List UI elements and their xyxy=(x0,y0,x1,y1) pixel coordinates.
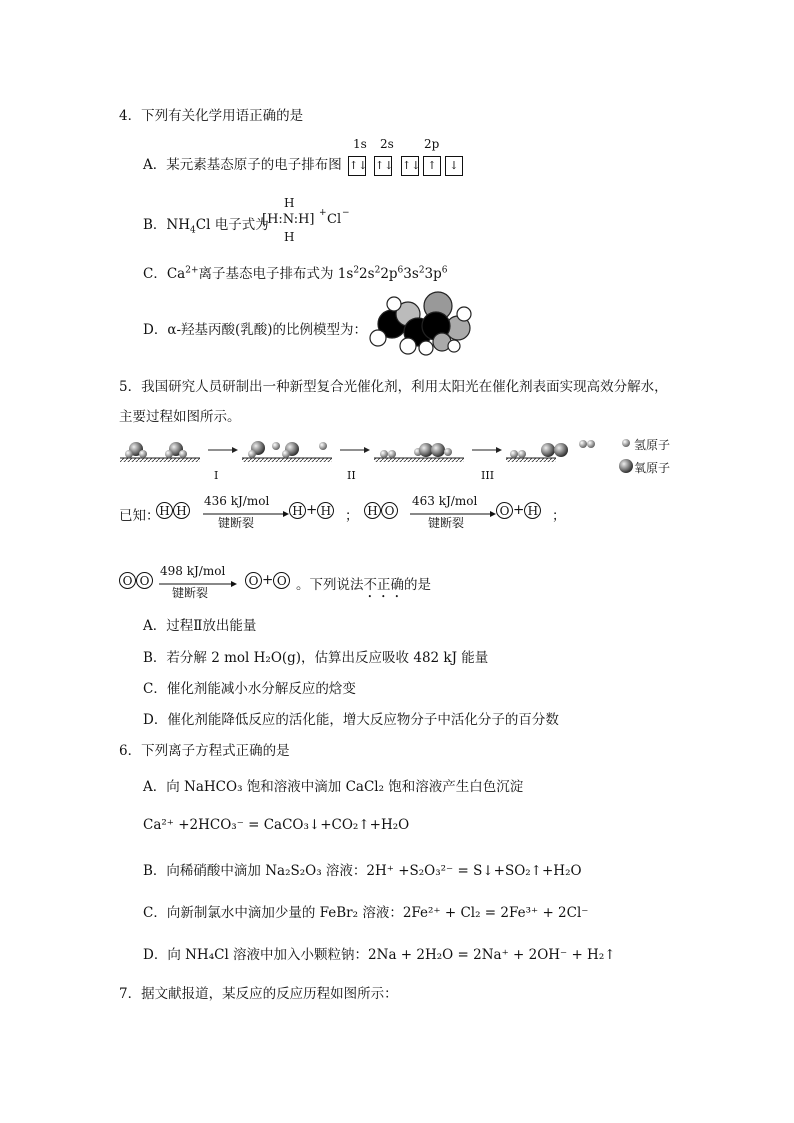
plus-sign: + xyxy=(513,502,525,518)
orbital-label-2s: 2s xyxy=(380,137,394,151)
q6-option-a-equation: Ca²⁺ +2HCO₃⁻ = CaCO₃↓+CO₂↑+H₂O xyxy=(143,817,410,833)
tail-text: 。下列说法 xyxy=(296,577,364,593)
c-sup-1: 2 xyxy=(353,265,360,276)
orbital-box-2s: ↑↓ xyxy=(374,156,392,176)
c-sup: 2+ xyxy=(185,265,199,276)
orbital-label-2p: 2p xyxy=(424,137,440,151)
reaction-oo xyxy=(119,572,153,589)
atom-h: H xyxy=(289,502,306,519)
step-label-3: III xyxy=(481,469,495,482)
c-label: C．Ca xyxy=(143,266,186,282)
known-label: 已知： xyxy=(119,508,160,524)
q6-option-d: D．向 NH₄Cl 溶液中加入小颗粒钠：2Na + 2H₂O = 2Na⁺ + 2OH⁻ + H₂↑ xyxy=(143,947,616,963)
c-2p: 2p xyxy=(380,266,398,282)
b-sub: 4 xyxy=(190,225,196,236)
orbital-box-2p-3: ↓ xyxy=(445,156,463,176)
energy-hh: 436 kJ/mol xyxy=(204,494,270,508)
products-hh xyxy=(289,502,334,519)
c-sup-3: 6 xyxy=(397,265,404,276)
c-sup-2: 2 xyxy=(374,265,381,276)
semicolon-1: ； xyxy=(345,508,359,524)
lactic-acid-model xyxy=(366,290,476,356)
q6-option-c: C．向新制氯水中滴加少量的 FeBr₂ 溶液：2Fe²⁺ + Cl₂ = 2Fe³⁺ + 2Cl⁻ xyxy=(143,905,589,921)
atom-h: H xyxy=(173,502,190,519)
q4-stem: 4．下列有关化学用语正确的是 xyxy=(119,108,304,124)
c-sup-4: 2 xyxy=(418,265,425,276)
legend-hydrogen: 氢原子 xyxy=(634,438,671,452)
step-label-2: II xyxy=(347,469,356,482)
q6-stem: 6．下列离子方程式正确的是 xyxy=(119,743,290,759)
c-2s: 2s xyxy=(359,266,375,282)
atom-o: O xyxy=(381,502,398,519)
plus-sign: + xyxy=(306,502,318,518)
q4-option-a: A．某元素基态原子的电子排布图 xyxy=(143,157,342,173)
ef-main: [H:N:H] xyxy=(262,212,315,227)
c-text: 离子基态电子排布式为 1s xyxy=(198,266,354,282)
q6-option-a: A．向 NaHCO₃ 饱和溶液中滴加 CaCl₂ 饱和溶液产生白色沉淀 xyxy=(143,779,524,795)
atom-o: O xyxy=(496,502,513,519)
b-rest: Cl 电子式为 xyxy=(195,217,269,233)
q5-option-a: A．过程Ⅱ放出能量 xyxy=(143,618,257,634)
ef-minus: − xyxy=(342,208,350,218)
q5-stem-line1: 5．我国研究人员研制出一种新型复合光催化剂，利用太阳光在催化剂表面实现高效分解水， xyxy=(119,379,668,395)
atom-h: H xyxy=(317,502,334,519)
c-sup-5: 6 xyxy=(441,265,448,276)
orbital-box-1s: ↑↓ xyxy=(348,156,366,176)
atom-h: H xyxy=(524,502,541,519)
products-ho xyxy=(496,502,541,519)
orbital-box-2p-2: ↑ xyxy=(423,156,441,176)
q4-option-b xyxy=(143,213,269,236)
q7-stem: 7．据文献报道，某反应的反应历程如图所示： xyxy=(119,986,398,1002)
q5-stem-line2: 主要过程如图所示。 xyxy=(119,409,241,425)
ef-plus: + xyxy=(319,208,327,218)
water-splitting-diagram xyxy=(118,432,718,484)
reaction-ho xyxy=(364,502,398,519)
atom-o: O xyxy=(119,572,136,589)
q4-option-d: D．α-羟基丙酸(乳酸)的比例模型为： xyxy=(143,322,368,338)
reaction-hh xyxy=(156,502,190,519)
q5-option-b: B．若分解 2 mol H₂O(g)，估算出反应吸收 482 kJ 能量 xyxy=(143,650,489,666)
q5-question-tail xyxy=(296,573,431,601)
atom-o: O xyxy=(273,572,290,589)
q5-option-c: C．催化剂能减小水分解反应的焓变 xyxy=(143,681,356,697)
b-label: B．NH xyxy=(143,217,191,233)
ef-h-bottom: H xyxy=(284,230,295,244)
bond-break-2: 键断裂 xyxy=(428,516,465,530)
q4-option-c xyxy=(143,262,448,282)
atom-h: H xyxy=(156,502,173,519)
energy-oo: 498 kJ/mol xyxy=(160,564,226,578)
step-label-1: I xyxy=(214,469,219,482)
plus-sign: + xyxy=(262,572,274,588)
emphasis-not-correct: 不正确 xyxy=(363,577,404,593)
atom-o: O xyxy=(136,572,153,589)
ef-h-top: H xyxy=(284,196,295,210)
atom-h: H xyxy=(364,502,381,519)
energy-ho: 463 kJ/mol xyxy=(412,494,478,508)
q5-option-d: D．催化剂能降低反应的活化能，增大反应物分子中活化分子的百分数 xyxy=(143,712,559,728)
c-3p: 3p xyxy=(424,266,442,282)
c-3s: 3s xyxy=(403,266,419,282)
tail-text-2: 的是 xyxy=(404,577,431,593)
bond-break-1: 键断裂 xyxy=(218,516,255,530)
semicolon-2: ； xyxy=(552,508,566,524)
q6-option-b: B．向稀硝酸中滴加 Na₂S₂O₃ 溶液：2H⁺ +S₂O₃²⁻ = S↓+SO₂↑+H₂O xyxy=(143,863,582,879)
ef-cl: Cl xyxy=(327,212,342,227)
bond-break-3: 键断裂 xyxy=(172,586,209,600)
products-oo xyxy=(245,572,290,589)
orbital-box-2p-1: ↑↓ xyxy=(401,156,419,176)
orbital-label-1s: 1s xyxy=(353,137,367,151)
atom-o: O xyxy=(245,572,262,589)
legend-oxygen: 氧原子 xyxy=(634,461,671,475)
